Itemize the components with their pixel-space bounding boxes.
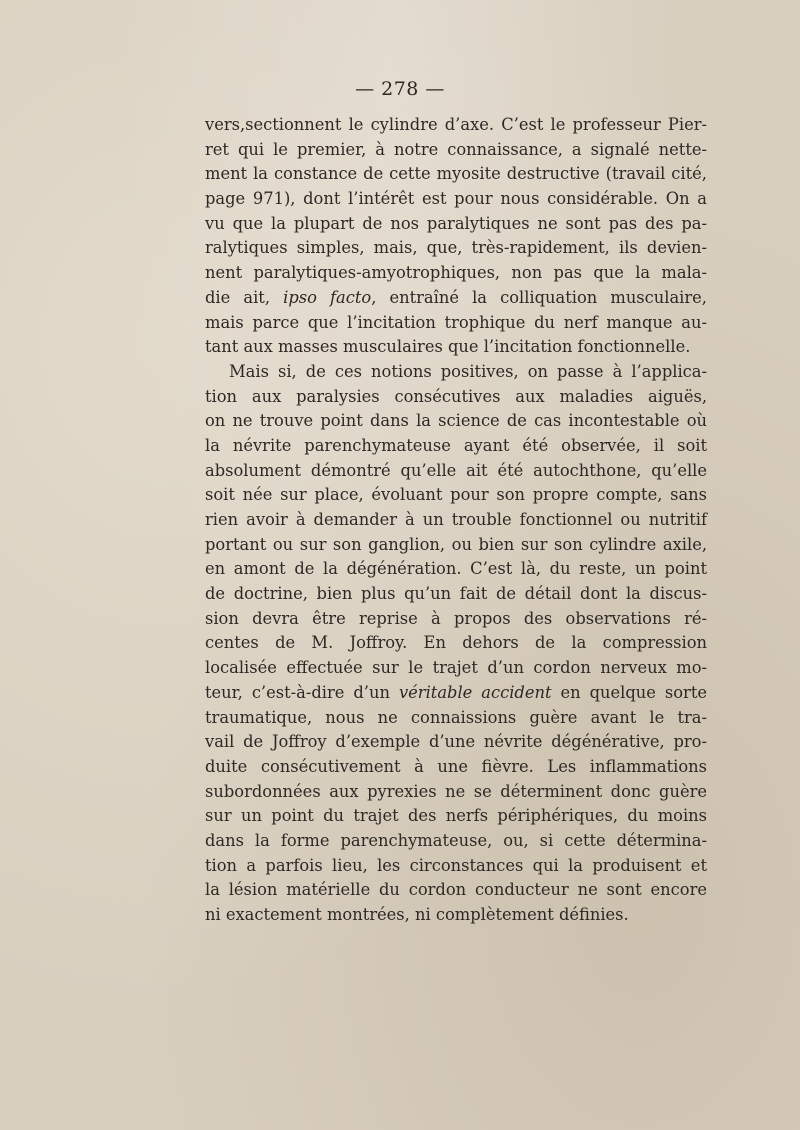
text-line: vu que la plupart de nos paralytiques ne sont pas des pa- <box>205 213 707 233</box>
text-line: on ne trouve point dans la science de cas incontestable où <box>205 411 707 431</box>
text-line: mais parce que l’incitation trophique du nerf manque au- <box>205 312 707 332</box>
text-line: rien avoir à demander à un trouble fonctionnel ou nutritif <box>205 510 707 529</box>
text-line: tant aux masses musculaires que l’incitation fonctionnelle. <box>205 337 691 357</box>
text-line: duite consécutivement à une fièvre. Les inflammations <box>205 756 707 776</box>
text-segment: die ait, <box>205 287 284 307</box>
text-line: ni exactement montrées, ni complètement définies. <box>205 905 629 924</box>
text-line: la névrite parenchymateuse ayant été observée, il soit <box>205 435 707 455</box>
text-segment: en quelque sorte <box>551 682 708 702</box>
text-line: ret qui le premier, à notre connaissance, a signalé nette- <box>205 139 707 159</box>
paragraph-first-line: Mais si, de ces notions positives, on passe à l’applica- <box>229 361 707 381</box>
text-line: en amont de la dégénération. C’est là, du reste, un point <box>205 559 707 579</box>
text-line <box>205 286 707 311</box>
text-line: localisée effectuée sur le trajet d’un cordon nerveux mo- <box>205 658 707 678</box>
text-line: tion a parfois lieu, les circonstances qui la produisent et <box>205 855 707 875</box>
text-line: de doctrine, bien plus qu’un fait de détail dont la discus- <box>205 584 707 604</box>
italic-phrase: véritable accident <box>398 682 552 702</box>
text-line: sur un point du trajet des nerfs périphériques, du moins <box>205 806 707 826</box>
text-line: dans la forme parenchymateuse, ou, si cette détermina- <box>205 830 707 850</box>
text-line: subordonnées aux pyrexies ne se déterminent donc guère <box>205 781 707 801</box>
text-line: soit née sur place, évoluant pour son propre compte, sans <box>205 485 707 505</box>
text-line <box>205 681 707 706</box>
text-line: vers,sectionnent le cylindre d’axe. C’est le professeur Pier- <box>205 115 707 134</box>
text-line: ralytiques simples, mais, que, très-rapidement, ils devien- <box>205 238 707 258</box>
text-line: la lésion matérielle du cordon conducteur ne sont encore <box>205 880 707 900</box>
text-segment: , entraîné la colliquation musculaire, <box>371 287 707 307</box>
text-line: centes de M. Joffroy. En dehors de la compression <box>205 633 707 653</box>
text-line: sion devra être reprise à propos des observations ré- <box>205 608 707 628</box>
text-line: portant ou sur son ganglion, ou bien sur son cylindre axile, <box>205 534 707 554</box>
text-line: ment la constance de cette myosite destructive (travail cité, <box>205 164 707 184</box>
text-line: page 971), dont l’intérêt est pour nous considérable. On a <box>205 189 707 209</box>
text-line: tion aux paralysies consécutives aux maladies aiguës, <box>205 386 707 406</box>
text-segment: teur, c’est-à-dire d’un <box>205 682 399 702</box>
page-number: — 278 — <box>355 78 445 100</box>
text-line: nent paralytiques-amyotrophiques, non pas que la mala- <box>205 263 707 283</box>
italic-phrase: ipso facto <box>283 287 372 307</box>
body-text <box>205 113 707 928</box>
text-line: absolument démontré qu’elle ait été autochthone, qu’elle <box>205 460 707 480</box>
text-line: vail de Joffroy d’exemple d’une névrite dégénérative, pro- <box>205 732 707 752</box>
text-line: traumatique, nous ne connaissions guère avant le tra- <box>205 707 707 727</box>
